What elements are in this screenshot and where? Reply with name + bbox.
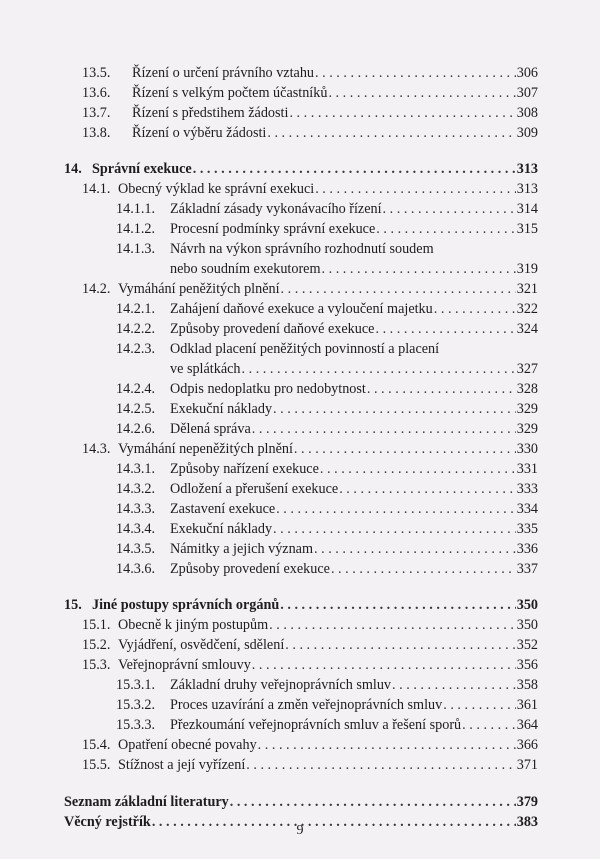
toc-leader	[273, 401, 516, 418]
toc-entry	[116, 418, 538, 438]
toc-title: Námitky a jejich význam	[170, 541, 314, 557]
toc-chapter	[64, 158, 538, 178]
toc-title: Obecně k jiným postupům	[118, 617, 269, 633]
toc-entry	[82, 614, 538, 634]
toc-number: 15.2.	[82, 637, 111, 653]
toc-number: 15.3.1.	[116, 677, 156, 693]
toc-number: 15.3.3.	[116, 717, 156, 733]
toc-page: 333	[516, 481, 538, 497]
toc-title: Vyjádření, osvědčení, sdělení	[118, 637, 285, 653]
toc-leader	[314, 541, 516, 558]
toc-leader	[285, 637, 515, 654]
toc-leader	[289, 105, 515, 122]
toc-number: 14.3.6.	[116, 561, 156, 577]
toc-entry	[116, 558, 538, 578]
toc-page: 324	[516, 321, 538, 337]
toc-title: Vymáhání peněžitých plnění	[118, 281, 280, 297]
toc-title: Vymáhání nepeněžitých plnění	[118, 441, 293, 457]
toc-entry	[82, 82, 538, 102]
toc-entry	[82, 634, 538, 654]
toc-entry	[82, 122, 538, 142]
toc-entry	[116, 518, 538, 538]
toc-entry-line1	[116, 338, 538, 358]
toc-title: Proces uzavírání a změn veřejnoprávních smluv	[170, 697, 443, 713]
toc-leader	[376, 221, 515, 238]
toc-page: 328	[516, 381, 538, 397]
toc-backmatter	[64, 791, 538, 811]
toc-number: 14.2.	[82, 281, 111, 297]
toc-number: 14.3.	[82, 441, 111, 457]
toc-entry-line2	[116, 358, 538, 378]
toc-entry	[82, 654, 538, 674]
toc-leader	[230, 794, 516, 811]
toc-title: Odklad placení peněžitých povinností a placení	[170, 341, 440, 357]
toc-leader	[269, 617, 516, 634]
toc-leader	[258, 737, 516, 754]
toc-leader	[375, 321, 515, 338]
toc-title: Odložení a přerušení exekuce	[170, 481, 339, 497]
toc-entry	[82, 178, 538, 198]
toc-chapter	[64, 594, 538, 614]
toc-number: 14.1.3.	[116, 241, 156, 257]
toc-page: 352	[516, 637, 538, 653]
toc-title: Řízení s předstihem žádosti	[132, 105, 289, 121]
toc-page: 308	[516, 105, 538, 121]
toc-number: 14.2.3.	[116, 341, 156, 357]
toc-number: 14.	[64, 161, 82, 177]
toc-leader	[322, 261, 516, 278]
toc-title: Veřejnoprávní smlouvy	[118, 657, 251, 673]
toc-page: 350	[516, 617, 538, 633]
toc-entry	[116, 198, 538, 218]
toc-title: Řízení s velkým počtem účastníků	[132, 85, 328, 101]
toc-entry	[82, 438, 538, 458]
toc-title: Exekuční náklady	[170, 401, 273, 417]
toc-entry	[116, 694, 538, 714]
toc-title: Způsoby provedení daňové exekuce	[170, 321, 375, 337]
toc-leader	[242, 361, 516, 378]
toc-leader	[392, 677, 516, 694]
toc-page: 335	[516, 521, 538, 537]
toc-leader	[383, 201, 516, 218]
toc-leader	[280, 597, 515, 614]
toc-number: 14.2.6.	[116, 421, 156, 437]
toc-number: 13.6.	[82, 85, 111, 101]
toc-number: 15.3.	[82, 657, 111, 673]
toc-number: 14.1.	[82, 181, 111, 197]
toc-title: Základní zásady vykonávacího řízení	[170, 201, 382, 217]
toc-entry	[116, 674, 538, 694]
toc-number: 13.5.	[82, 65, 111, 81]
toc-title: Zahájení daňové exekuce a vyloučení majetku	[170, 301, 433, 317]
toc-title: Obecný výklad ke správní exekuci	[118, 181, 315, 197]
toc-page: 330	[516, 441, 538, 457]
toc-entry	[116, 218, 538, 238]
toc-leader	[294, 441, 516, 458]
toc-number: 14.2.1.	[116, 301, 156, 317]
toc-entry	[116, 538, 538, 558]
toc-number: 14.3.3.	[116, 501, 156, 517]
toc-title-continued: ve splátkách	[170, 361, 241, 377]
toc-title: Stížnost a její vyřízení	[118, 757, 246, 773]
toc-leader	[443, 697, 515, 714]
toc-title: Exekuční náklady	[170, 521, 273, 537]
toc-title: Dělená správa	[170, 421, 251, 437]
toc-number: 14.1.2.	[116, 221, 156, 237]
toc-title: Návrh na výkon správního rozhodnutí soudem	[170, 241, 434, 257]
toc-title: Odpis nedoplatku pro nedobytnost	[170, 381, 366, 397]
toc-entry	[116, 378, 538, 398]
toc-leader	[315, 65, 516, 82]
toc-leader	[252, 421, 516, 438]
toc-number: 13.8.	[82, 125, 111, 141]
toc-title: Jiné postupy správních orgánů	[92, 597, 280, 613]
toc-entry-line1	[116, 238, 538, 258]
toc-entry	[82, 278, 538, 298]
toc-page: 337	[516, 561, 538, 577]
toc-leader	[193, 161, 516, 178]
toc-leader	[276, 501, 516, 518]
toc-title: Způsoby nařízení exekuce	[170, 461, 319, 477]
toc-page: 379	[516, 794, 538, 810]
toc-title: Opatření obecné povahy	[118, 737, 257, 753]
toc-leader	[281, 281, 516, 298]
toc-entry	[116, 478, 538, 498]
toc-number: 14.3.2.	[116, 481, 156, 497]
toc-page: 331	[516, 461, 538, 477]
toc-number: 15.5.	[82, 757, 111, 773]
toc-number: 15.	[64, 597, 82, 613]
toc-entry	[116, 318, 538, 338]
toc-entry	[82, 62, 538, 82]
toc-title: Základní druhy veřejnoprávních smluv	[170, 677, 392, 693]
toc-page: 327	[516, 361, 538, 377]
toc-page: 309	[516, 125, 538, 141]
page-number: 9	[296, 823, 304, 838]
toc-page: 371	[516, 757, 538, 773]
toc-page: 383	[516, 814, 538, 830]
toc-leader	[320, 461, 516, 478]
toc-page: 313	[516, 181, 538, 197]
toc-title: Způsoby provedení exekuce	[170, 561, 330, 577]
toc-entry	[82, 754, 538, 774]
toc-page: 334	[516, 501, 538, 517]
toc-leader	[246, 757, 515, 774]
toc-leader	[252, 657, 516, 674]
toc-page: 361	[516, 697, 538, 713]
toc-title: Řízení o určení právního vztahu	[132, 65, 315, 81]
toc-number: 14.1.1.	[116, 201, 156, 217]
toc-number: 14.3.5.	[116, 541, 156, 557]
toc-number: 13.7.	[82, 105, 111, 121]
toc-leader	[367, 381, 516, 398]
toc-page: 322	[516, 301, 538, 317]
toc-page: 315	[516, 221, 538, 237]
toc-page: 358	[516, 677, 538, 693]
toc-entry	[116, 714, 538, 734]
toc-leader	[315, 181, 516, 198]
toc-page: 329	[516, 421, 538, 437]
toc-page: 329	[516, 401, 538, 417]
toc-page: 321	[516, 281, 538, 297]
toc-number: 14.2.2.	[116, 321, 156, 337]
toc-entry	[116, 498, 538, 518]
toc-page: 313	[516, 161, 538, 177]
toc-number: 14.2.5.	[116, 401, 156, 417]
toc-number: 15.4.	[82, 737, 111, 753]
toc-entry-line2	[116, 258, 538, 278]
toc-title: Správní exekuce	[92, 161, 192, 177]
toc-page: 319	[516, 261, 538, 277]
toc-page: 356	[516, 657, 538, 673]
toc-title: Seznam základní literatury	[64, 794, 229, 810]
toc-title: Přezkoumání veřejnoprávních smluv a řešení sporů	[170, 717, 462, 733]
toc-leader	[273, 521, 516, 538]
toc-title: Zastavení exekuce	[170, 501, 276, 517]
toc-entry	[82, 102, 538, 122]
toc-title-continued: nebo soudním exekutorem	[170, 261, 321, 277]
toc-page: 366	[516, 737, 538, 753]
toc-title: Řízení o výběru žádosti	[132, 125, 267, 141]
toc-leader	[339, 481, 516, 498]
toc-leader	[434, 301, 516, 318]
toc-entry	[116, 458, 538, 478]
toc-number: 14.3.4.	[116, 521, 156, 537]
toc-page: 350	[516, 597, 538, 613]
toc-entry	[116, 398, 538, 418]
toc-entry	[82, 734, 538, 754]
toc-number: 14.2.4.	[116, 381, 156, 397]
toc-leader	[331, 561, 516, 578]
toc-title: Procesní podmínky správní exekuce	[170, 221, 376, 237]
toc-page: 314	[516, 201, 538, 217]
toc-entry	[116, 298, 538, 318]
toc-page: 306	[516, 65, 538, 81]
toc-number: 15.1.	[82, 617, 111, 633]
toc-title: Věcný rejstřík	[64, 814, 151, 830]
toc-page: 307	[516, 85, 538, 101]
toc-leader	[328, 85, 515, 102]
toc-page: 364	[516, 717, 538, 733]
toc-leader	[267, 125, 515, 142]
toc-leader	[462, 717, 516, 734]
toc-number: 14.3.1.	[116, 461, 156, 477]
toc-number: 15.3.2.	[116, 697, 156, 713]
toc-page: 336	[516, 541, 538, 557]
